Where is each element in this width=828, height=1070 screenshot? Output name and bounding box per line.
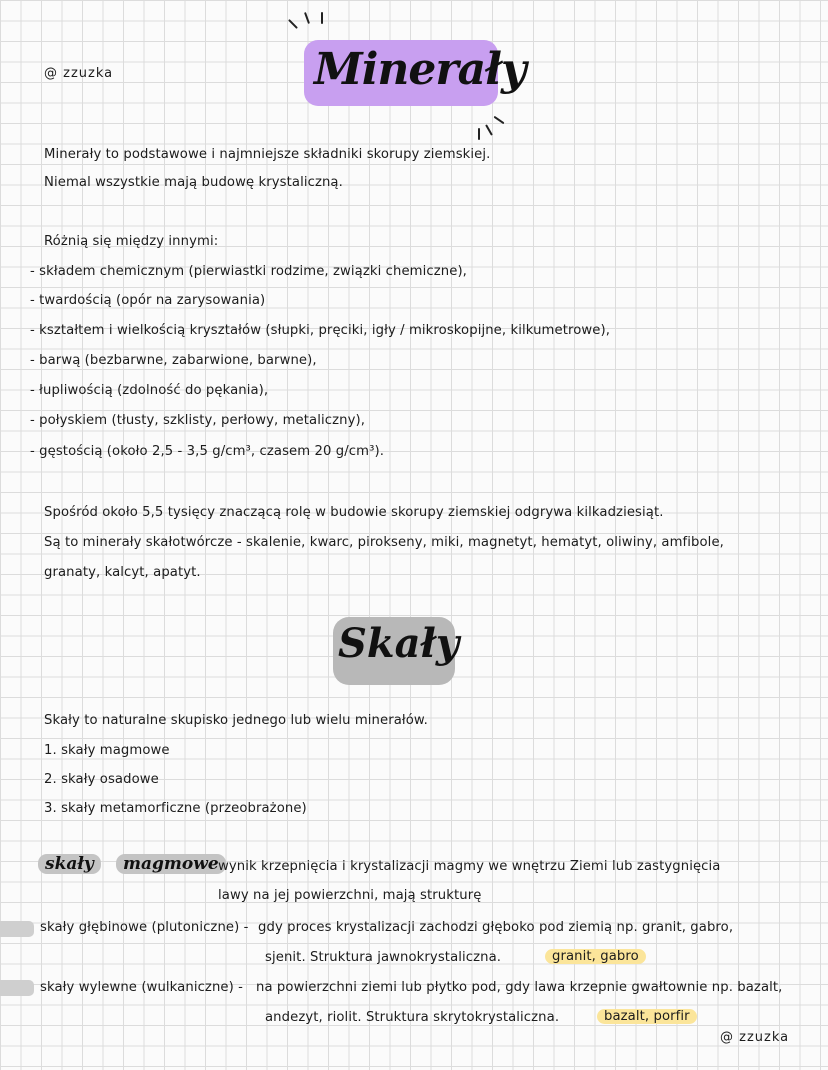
magmowe-desc: lawy na jej powierzchni, mają strukturę [218,888,482,903]
paragraph-line: Są to minerały skałotwórcze - skalenie, kwarc, pirokseny, miki, magnetyt, hematyt, oliwiny, amfibole, [44,535,724,550]
wylewne-label: skały wylewne (wulkaniczne) - [40,980,244,995]
sparkle-icon [485,124,493,135]
tag-magmowe: magmowe [116,854,226,874]
section-title: Skały [338,620,460,667]
author-handle-bottom: @ zzuzka [720,1030,790,1045]
magmowe-desc: wynik krzepnięcia i krystalizacji magmy we wnętrzu Ziemi lub zastygnięcia [218,859,721,874]
glebinowe-desc: sjenit. Struktura jawnokrystaliczna. [265,950,502,965]
list-item: 2. skały osadowe [44,772,159,787]
paragraph-line: granaty, kalcyt, apatyt. [44,565,201,580]
list-item: - barwą (bezbarwne, zabarwione, barwne), [30,353,317,368]
list-item: 3. skały metamorficzne (przeobrażone) [44,801,307,816]
sparkle-icon [288,19,298,29]
sparkle-icon [304,12,310,24]
highlight-glebinowe: granit, gabro [545,949,646,964]
tag-skaly: skały [38,854,101,874]
definition: Skały to naturalne skupisko jednego lub wielu minerałów. [44,713,428,728]
list-item: 1. skały magmowe [44,743,170,758]
bullet-marker [0,980,34,996]
paragraph-line: Spośród około 5,5 tysięcy znaczącą rolę w budowie skorupy ziemskiej odgrywa kilkadziesiąt. [44,505,664,520]
highlight-wylewne: bazalt, porfir [597,1009,697,1024]
list-item: - kształtem i wielkością kryształów (słupki, pręciki, igły / mikroskopijne, kilkumetrowe), [30,323,611,338]
author-handle-top: @ zzuzka [44,66,114,81]
list-item: - twardością (opór na zarysowania) [30,293,266,308]
sparkle-icon [321,12,323,24]
bullet-marker [0,921,34,937]
list-item: - połyskiem (tłusty, szklisty, perłowy, metaliczny), [30,413,366,428]
sparkle-icon [478,128,480,140]
sparkle-icon [494,116,505,125]
list-item: - składem chemicznym (pierwiastki rodzime, związki chemiczne), [30,264,467,279]
wylewne-desc: na powierzchni ziemi lub płytko pod, gdy lawa krzepnie gwałtownie np. bazalt, [256,980,783,995]
page-title: Minerały [314,44,526,95]
wylewne-desc: andezyt, riolit. Struktura skrytokrystaliczna. [265,1010,560,1025]
intro-line: Niemal wszystkie mają budowę krystaliczną. [44,175,343,190]
list-item: - gęstością (około 2,5 - 3,5 g/cm³, czasem 20 g/cm³). [30,444,385,459]
differences-heading: Różnią się między innymi: [44,234,219,249]
glebinowe-desc: gdy proces krystalizacji zachodzi głęboko pod ziemią np. granit, gabro, [258,920,734,935]
intro-line: Minerały to podstawowe i najmniejsze składniki skorupy ziemskiej. [44,147,491,162]
list-item: - łupliwością (zdolność do pękania), [30,383,269,398]
glebinowe-label: skały głębinowe (plutoniczne) - [40,920,249,935]
